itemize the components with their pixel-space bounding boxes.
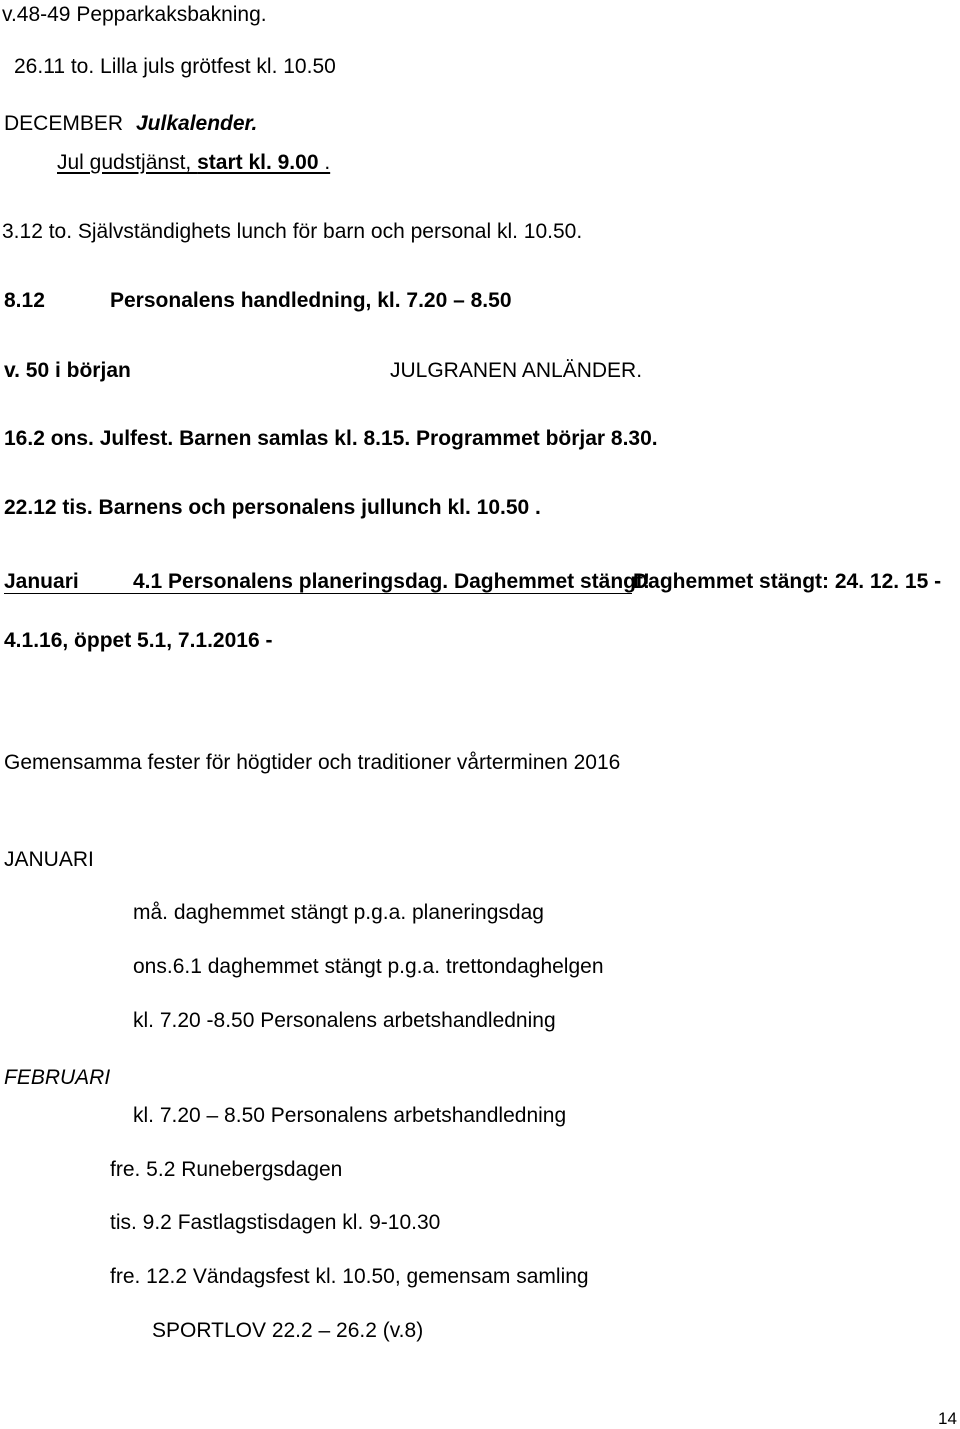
- jul-gudstjanst-text: Jul gudstjänst,: [57, 151, 198, 174]
- january-item: må. daghemmet stängt p.g.a. planeringsdag: [133, 901, 544, 924]
- january-item: kl. 7.20 -8.50 Personalens arbetshandledning: [133, 1009, 556, 1032]
- line-jul-gudstjanst: [57, 152, 330, 173]
- line-planeringsdag: 4.1 Personalens planeringsdag. Daghemmet stängt!: [133, 570, 650, 593]
- jul-gudstjanst-end: .: [318, 151, 331, 174]
- february-item: fre. 5.2 Runebergsdagen: [110, 1158, 343, 1181]
- line-handledning: Personalens handledning, kl. 7.20 – 8.50: [110, 289, 512, 312]
- januari-underline: [4, 593, 632, 594]
- february-item: tis. 9.2 Fastlagstisdagen kl. 9-10.30: [110, 1211, 441, 1234]
- spring-heading: Gemensamma fester för högtider och traditioner vårterminen 2016: [4, 751, 621, 774]
- handledning-date: 8.12: [4, 289, 45, 312]
- jul-gudstjanst-start: start kl. 9.00: [197, 151, 319, 174]
- line-sjalvstandighetslunch: 3.12 to. Självständighets lunch för barn och personal kl. 10.50.: [2, 220, 583, 243]
- line-grotfest: 26.11 to. Lilla juls grötfest kl. 10.50: [14, 55, 336, 78]
- julgran-text: JULGRANEN ANLÄNDER.: [390, 359, 643, 382]
- line-jullunch: 22.12 tis. Barnens och personalens jullunch kl. 10.50 .: [4, 496, 541, 519]
- february-label: FEBRUARI: [4, 1066, 111, 1089]
- julgran-week: v. 50 i början: [4, 359, 131, 382]
- line-daghemmet-stangt: Daghemmet stängt: 24. 12. 15 -: [633, 570, 942, 593]
- february-item: kl. 7.20 – 8.50 Personalens arbetshandledning: [133, 1104, 567, 1127]
- line-julfest: 16.2 ons. Julfest. Barnen samlas kl. 8.15. Programmet börjar 8.30.: [4, 427, 658, 450]
- january-item: ons.6.1 daghemmet stängt p.g.a. trettondaghelgen: [133, 955, 604, 978]
- sportlov: SPORTLOV 22.2 – 26.2 (v.8): [152, 1319, 424, 1342]
- page-number: 14: [938, 1409, 957, 1428]
- line-pepparkaksbakning: v.48-49 Pepparkaksbakning.: [2, 3, 267, 26]
- february-item: fre. 12.2 Vändagsfest kl. 10.50, gemensam samling: [110, 1265, 589, 1288]
- line-oppet: 4.1.16, öppet 5.1, 7.1.2016 -: [4, 629, 273, 652]
- julkalender-title: Julkalender.: [136, 112, 258, 135]
- januari-label: Januari: [4, 570, 79, 593]
- january-label: JANUARI: [4, 848, 94, 871]
- december-label: DECEMBER: [4, 112, 124, 135]
